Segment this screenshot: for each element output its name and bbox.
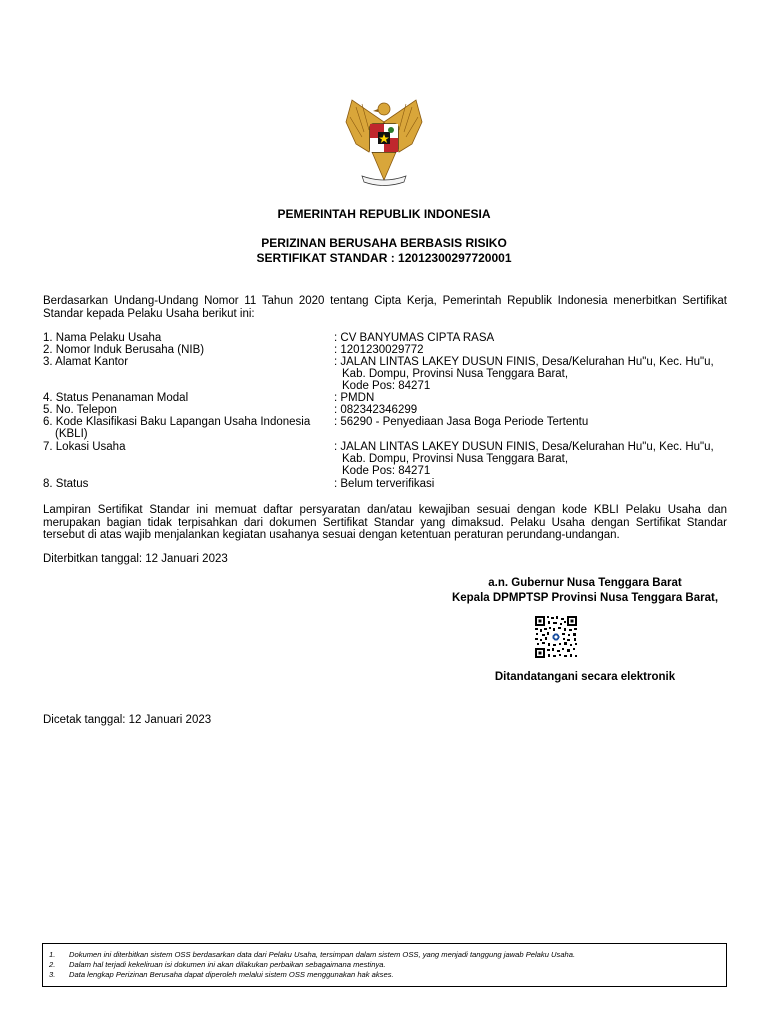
field-label-cont: (KBLI) — [55, 428, 88, 440]
attachment-paragraph: Lampiran Sertifikat Standar ini memuat daftar persyaratan dan/atau kewajiban sesuai dengan kode KBLI Pelaku Usaha dan merupakan bagian tidak terpisahkan dari dokumen Sertifikat Standar yang dimaksud. Pelaku Usaha dengan Sertifikat Standar tersebut di atas wajib menjalankan kegiatan usahanya sesuai dengan ketentuan peraturan perundang-undangan. — [43, 504, 727, 541]
field-value-cont: Kode Pos: 84271 — [342, 465, 431, 477]
government-heading: PEMERINTAH REPUBLIK INDONESIA — [277, 207, 491, 221]
issued-date: Diterbitkan tanggal: 12 Januari 2023 — [43, 553, 228, 565]
certificate-number: SERTIFIKAT STANDAR : 12012300297720001 — [256, 251, 512, 265]
electronic-signature-note: Ditandatangani secara elektronik — [494, 671, 676, 683]
field-value: : CV BANYUMAS CIPTA RASA — [334, 332, 495, 344]
field-label: 7. Lokasi Usaha — [43, 441, 126, 453]
field-value: : JALAN LINTAS LAKEY DUSUN FINIS, Desa/Kelurahan Hu"u, Kec. Hu"u, — [334, 441, 714, 453]
footnote-text: Dokumen ini diterbitkan sistem OSS berdasarkan data dari Pelaku Usaha, tersimpan dalam sistem OSS, yang menjadi tanggung jawab Pelaku Usaha. — [69, 950, 576, 959]
field-label: 5. No. Telepon — [43, 404, 117, 416]
garuda-emblem-icon — [334, 92, 434, 192]
field-value: : JALAN LINTAS LAKEY DUSUN FINIS, Desa/Kelurahan Hu"u, Kec. Hu"u, — [334, 356, 714, 368]
intro-paragraph: Berdasarkan Undang-Undang Nomor 11 Tahun 2020 tentang Cipta Kerja, Pemerintah Republik Indonesia menerbitkan Sertifikat Standar kepada Pelaku Usaha berikut ini: — [43, 295, 727, 320]
footnote-number: 1. — [49, 950, 56, 959]
footnotes-box — [42, 943, 727, 987]
footnote — [49, 950, 726, 960]
field-value: : 56290 - Penyediaan Jasa Boga Periode Tertentu — [334, 416, 589, 428]
field-value: : PMDN — [334, 392, 375, 404]
footnote — [49, 970, 726, 980]
field-label: 4. Status Penanaman Modal — [43, 392, 189, 404]
field-value-cont: Kode Pos: 84271 — [342, 380, 431, 392]
signatory-line-1: a.n. Gubernur Nusa Tenggara Barat — [488, 577, 682, 589]
field-label: 3. Alamat Kantor — [43, 356, 129, 368]
field-label: 8. Status — [43, 478, 89, 490]
field-label: 6. Kode Klasifikasi Baku Lapangan Usaha Indonesia — [43, 416, 311, 428]
field-value: : 1201230029772 — [334, 344, 424, 356]
qr-code-icon — [534, 615, 578, 659]
footnote-number: 2. — [49, 960, 56, 969]
field-value-cont: Kab. Dompu, Provinsi Nusa Tenggara Barat, — [342, 368, 569, 380]
signatory-line-2: Kepala DPMPTSP Provinsi Nusa Tenggara Barat, — [451, 592, 719, 604]
field-value: : Belum terverifikasi — [334, 478, 435, 490]
footnote-text: Data lengkap Perizinan Berusaha dapat diperoleh melalui sistem OSS menggunakan hak akses. — [69, 970, 394, 979]
footnote-number: 3. — [49, 970, 56, 979]
field-value: : 082342346299 — [334, 404, 418, 416]
footnote-text: Dalam hal terjadi kekeliruan isi dokumen ini akan dilakukan perbaikan sebagaimana mestinya. — [69, 960, 386, 969]
field-value-cont: Kab. Dompu, Provinsi Nusa Tenggara Barat, — [342, 453, 569, 465]
permit-title: PERIZINAN BERUSAHA BERBASIS RISIKO — [261, 236, 507, 250]
printed-date: Dicetak tanggal: 12 Januari 2023 — [43, 714, 212, 726]
field-label: 1. Nama Pelaku Usaha — [43, 332, 162, 344]
field-label: 2. Nomor Induk Berusaha (NIB) — [43, 344, 205, 356]
footnote — [49, 960, 726, 970]
